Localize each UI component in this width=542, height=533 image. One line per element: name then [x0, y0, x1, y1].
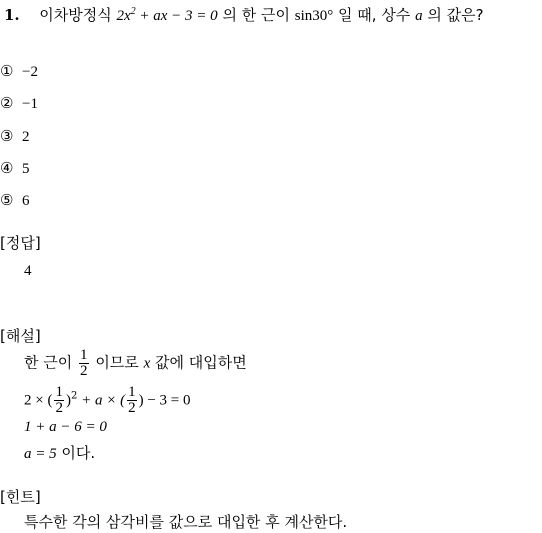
- option-2[interactable]: [0, 96, 38, 112]
- question-line: [4, 8, 484, 24]
- option-value: 2: [22, 129, 30, 145]
- option-marker: ①: [0, 62, 14, 80]
- question-var-a: a: [415, 8, 423, 24]
- option-marker: ②: [0, 94, 14, 112]
- hint-text: 특수한 각의 삼각비를 값으로 대입한 후 계산한다.: [24, 513, 348, 531]
- option-1[interactable]: [0, 64, 38, 80]
- question-trig: sin30°: [294, 8, 334, 24]
- answer-label: [정답]: [0, 234, 41, 252]
- option-value: 6: [22, 193, 30, 209]
- explanation-line-4: a = 5 이다.: [24, 444, 96, 462]
- option-4[interactable]: [0, 161, 30, 177]
- question-number: 1.: [4, 6, 20, 24]
- option-5[interactable]: [0, 193, 30, 209]
- option-marker: ④: [0, 159, 14, 177]
- hint-label: [힌트]: [0, 488, 41, 506]
- question-equation: $2x^2$ + ax − 3 = 0: [116, 6, 218, 24]
- explanation-line-1: 한 근이 $\frac{1}{2}$ 이므로 x 값에 대입하면: [24, 347, 247, 379]
- option-marker: ⑤: [0, 191, 14, 209]
- option-3[interactable]: [0, 129, 30, 145]
- explanation-line-3: 1 + a − 6 = 0: [24, 419, 107, 435]
- fraction-one-half: $\frac{1}{2}$: [128, 384, 136, 416]
- question-text-intro: 이차방정식: [39, 6, 112, 24]
- explanation-line-2: 2 × ( $\frac{1}{2}$ )$^2$ + a × ( $\frac{1}{2}$ ) − 3 = 0: [24, 384, 191, 416]
- option-value: 5: [22, 161, 30, 177]
- explanation-label: [해설]: [0, 327, 41, 345]
- question-text-end: 일 때, 상수: [338, 6, 411, 24]
- fraction-one-half: $\frac{1}{2}$: [55, 384, 63, 416]
- option-value: −1: [22, 96, 38, 112]
- option-marker: ③: [0, 127, 14, 145]
- question-text-tail: 의 값은?: [427, 6, 484, 24]
- answer-value: 4: [24, 263, 32, 279]
- fraction-one-half: $\frac{1}{2}$: [80, 347, 88, 379]
- question-text-mid: 의 한 근이: [222, 6, 290, 24]
- option-value: −2: [22, 64, 38, 80]
